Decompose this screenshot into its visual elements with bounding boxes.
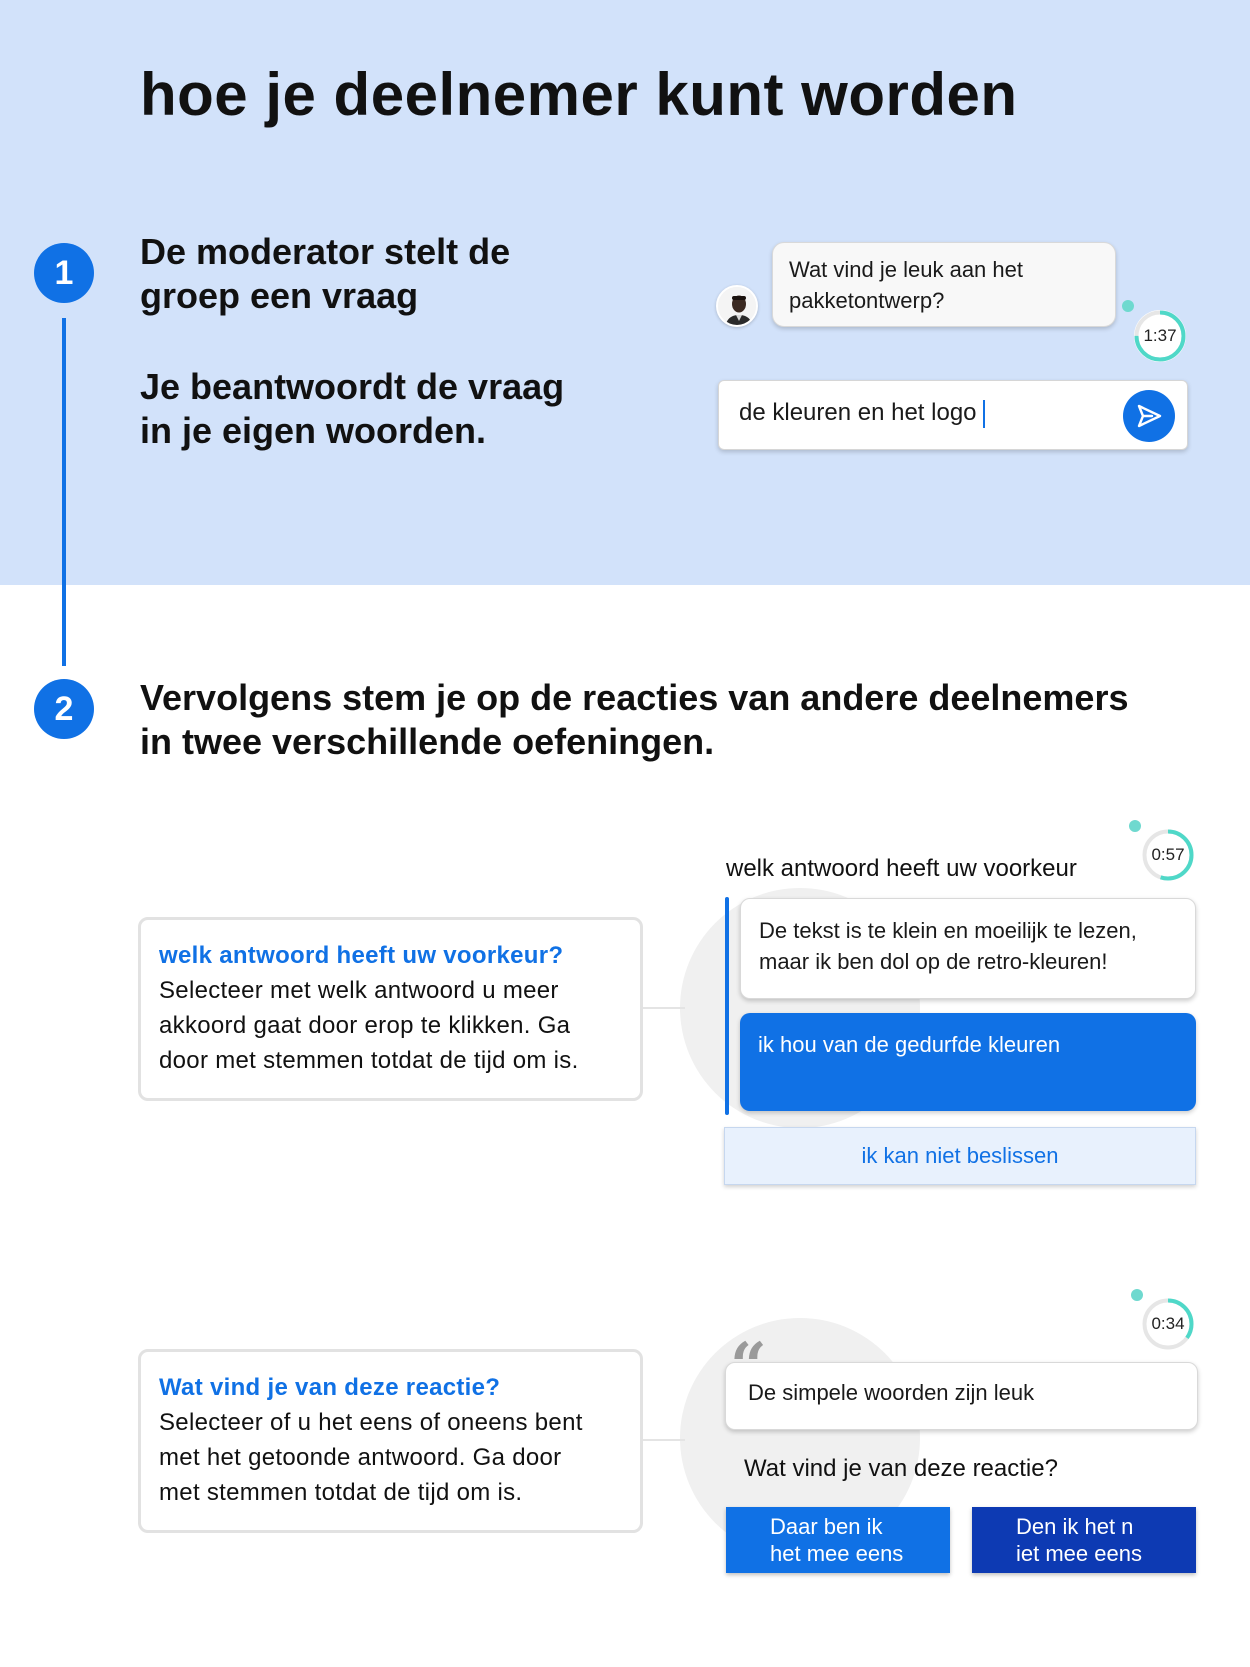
answer-line: maar ik ben dol op de retro-kleuren! [759, 949, 1108, 974]
explanation-line: met het getoonde antwoord. Ga door [159, 1444, 562, 1471]
answer-option-1[interactable] [740, 898, 1196, 999]
explanation-line: door met stemmen totdat de tijd om is. [159, 1047, 579, 1074]
exercise-1-timer [1142, 829, 1194, 881]
timer-dot [1122, 300, 1134, 312]
answer-line: ik hou van de gedurfde kleuren [758, 1032, 1061, 1057]
exercise-2-title: Wat vind je van deze reactie? [159, 1374, 501, 1401]
answer-input-value: de kleuren en het logo [739, 399, 977, 426]
explanation-line: Selecteer met welk antwoord u meer [159, 977, 559, 1004]
step-2-line: in twee verschillende oefeningen. [140, 721, 715, 762]
explanation-line: Selecteer of u het eens of oneens bent [159, 1409, 583, 1436]
explanation-line: akkoord gaat door erop te klikken. Ga [159, 1012, 571, 1039]
answer-option-2[interactable] [740, 1013, 1196, 1111]
answer-line: De tekst is te klein en moeilijk te lezen, [759, 918, 1137, 943]
timer-text: 0:34 [1151, 1314, 1185, 1333]
question-line: pakketontwerp? [789, 288, 945, 313]
moderator-avatar [716, 285, 758, 327]
page-title: hoe je deelnemer kunt worden [140, 61, 1018, 128]
exercise-1-title: welk antwoord heeft uw voorkeur? [159, 942, 564, 969]
exercise-2-explanation [138, 1349, 643, 1533]
disagree-label-line: iet mee eens [1016, 1541, 1142, 1566]
question-line: Wat vind je leuk aan het [789, 257, 1023, 282]
step-1-line: Je beantwoordt de vraag [140, 366, 565, 407]
send-button[interactable] [1123, 390, 1175, 442]
step-2-badge: 2 [34, 679, 94, 739]
send-icon [1134, 401, 1164, 431]
undecided-button[interactable]: ik kan niet beslissen [724, 1127, 1196, 1185]
connector-line [640, 1007, 685, 1009]
exercise-2-timer [1142, 1298, 1194, 1350]
question-timer [1134, 310, 1186, 362]
answer-input[interactable] [718, 380, 1188, 450]
step-connector-line [62, 318, 66, 666]
agree-label-line: Daar ben ik [770, 1514, 883, 1539]
agree-button[interactable] [726, 1507, 950, 1573]
step-1-line: De moderator stelt de [140, 231, 511, 272]
timer-dot [1129, 820, 1141, 832]
exercise-1-label: welk antwoord heeft uw voorkeur [726, 855, 1077, 882]
exercise-2-question: Wat vind je van deze reactie? [744, 1455, 1058, 1482]
step-1-badge: 1 [34, 243, 94, 303]
exercise-1-explanation [138, 917, 643, 1101]
step-1-subheading [140, 365, 564, 453]
selection-bar [725, 897, 729, 1115]
quoted-response [725, 1362, 1198, 1430]
quote-text: De simpele woorden zijn leuk [748, 1380, 1035, 1405]
step-1-line: groep een vraag [140, 275, 419, 316]
timer-text: 1:37 [1143, 326, 1177, 345]
explanation-line: met stemmen totdat de tijd om is. [159, 1479, 523, 1506]
agree-label-line: het mee eens [770, 1541, 904, 1566]
moderator-question-bubble [772, 242, 1116, 327]
step-1-line: in je eigen woorden. [140, 410, 487, 451]
step-2-heading [140, 676, 1128, 764]
answer-input-text[interactable] [739, 399, 985, 428]
timer-text: 0:57 [1151, 845, 1185, 864]
disagree-label-line: Den ik het n [1016, 1514, 1134, 1539]
text-caret [983, 400, 985, 428]
step-2-line: Vervolgens stem je op de reacties van andere deelnemers [140, 677, 1129, 718]
connector-line [640, 1439, 685, 1441]
step-1-heading [140, 230, 510, 318]
disagree-button[interactable] [972, 1507, 1196, 1573]
